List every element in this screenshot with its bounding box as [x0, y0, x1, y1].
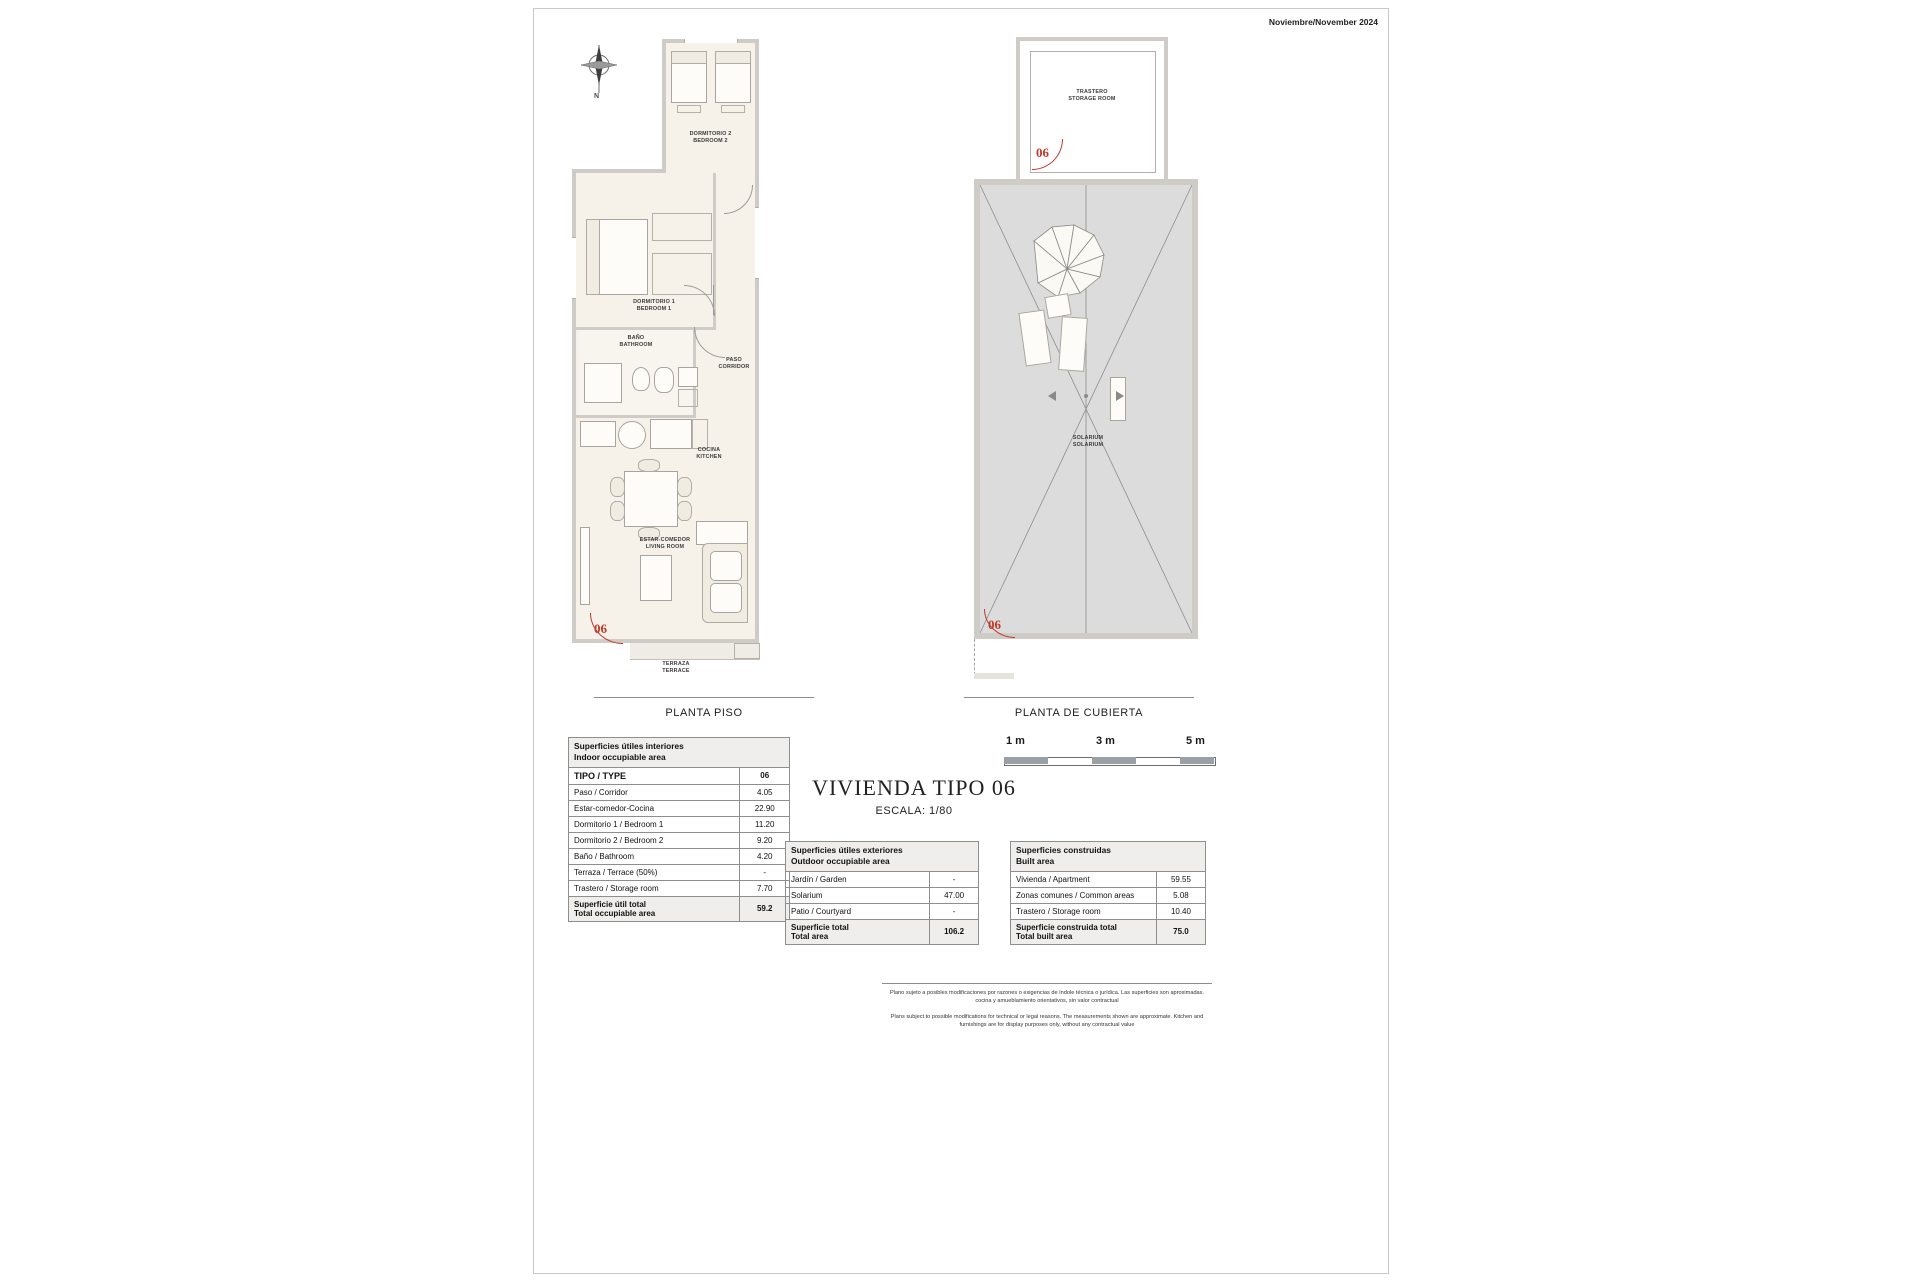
disclaimer-es: Plano sujeto a posibles modificaciones por razones o exigencias de índole técnica o jurídica. Las superficies son aproximadas. cocina y amueblamiento orientativos, sin valor contractual	[889, 990, 1205, 1005]
roof-caption-rule	[964, 697, 1194, 698]
disclaimer-en: Plans subject to possible modifications for technical or legal reasons. The measurements shown are approximate. Kitchen and furnishings are for display purposes only, without any contractual value	[890, 1014, 1204, 1029]
room-label-bedroom2: DORMITORIO 2 BEDROOM 2	[689, 131, 732, 145]
table-row: Solarium 47.00	[786, 887, 979, 903]
table-row: Terraza / Terrace (50%) -	[569, 864, 790, 880]
outdoor-header: Superficies útiles exteriores Outdoor occupiable area	[786, 842, 979, 872]
sheet-date: Noviembre/November 2024	[1268, 17, 1378, 27]
scale-tick-1: 1 m	[1006, 735, 1025, 747]
table-row: Zonas comunes / Common areas 5.08	[1011, 887, 1206, 903]
table-row: Dormitorio 2 / Bedroom 2 9.20	[569, 832, 790, 848]
table-row: Patio / Courtyard -	[786, 903, 979, 919]
room-label-terrace: TERRAZA TERRACE	[662, 661, 690, 675]
table-total-row: Superficie útil total Total occupiable area 59.2	[569, 896, 790, 921]
roof-plan	[974, 27, 1254, 677]
room-label-kitchen: COCINA KITCHEN	[696, 447, 722, 461]
room-label-bedroom1: DORMITORIO 1 BEDROOM 1	[633, 299, 675, 313]
north-label: N	[594, 93, 600, 100]
table-built-areas	[1010, 841, 1206, 945]
disclaimer-rule	[882, 983, 1212, 984]
roof-plan-caption: PLANTA DE CUBIERTA	[1014, 707, 1144, 719]
scale-bar	[1004, 735, 1244, 775]
table-row: Trastero / Storage room 10.40	[1011, 903, 1206, 919]
table-indoor-areas	[568, 737, 790, 922]
floor-plan-caption: PLANTA PISO	[665, 707, 743, 719]
table-total-row: Superficie construida total Total built area 75.0	[1011, 919, 1206, 944]
table-row: Dormitorio 1 / Bedroom 1 11.20	[569, 816, 790, 832]
room-label-bathroom: BAÑO BATHROOM	[619, 335, 653, 349]
room-label-storage: TRASTERO STORAGE ROOM	[1068, 89, 1116, 103]
unit-number-roof: 06	[988, 617, 1001, 632]
sheet-scale: ESCALA: 1/80	[875, 805, 953, 817]
room-label-solarium: SOLARIUM SOLARIUM	[1072, 435, 1104, 449]
sheet-title: VIVIENDA TIPO 06	[812, 775, 1016, 800]
room-label-living: ESTAR-COMEDOR LIVING ROOM	[639, 537, 691, 551]
table-row: Jardín / Garden -	[786, 871, 979, 887]
unit-number-storage: 06	[1036, 145, 1049, 160]
table-total-row: Superficie total Total area 106.2	[786, 919, 979, 944]
table-row: Vivienda / Apartment 59.55	[1011, 871, 1206, 887]
roof-arrows	[1048, 385, 1124, 407]
table-outdoor-areas	[785, 841, 979, 945]
unit-number-floor: 06	[594, 621, 607, 636]
indoor-header: Superficies útiles interiores Indoor occupiable area	[569, 738, 790, 768]
scale-tick-3: 3 m	[1096, 735, 1115, 747]
room-label-corridor: PASO CORRIDOR	[718, 357, 750, 371]
table-row: Estar-comedor-Cocina 22.90	[569, 800, 790, 816]
table-row: Baño / Bathroom 4.20	[569, 848, 790, 864]
table-row: Trastero / Storage room 7.70	[569, 880, 790, 896]
table-row: Paso / Corridor 4.05	[569, 784, 790, 800]
table-row: TIPO / TYPE 06	[569, 767, 790, 784]
plan-sheet	[533, 8, 1389, 1274]
floor-caption-rule	[594, 697, 814, 698]
built-header: Superficies construidas Built area	[1011, 842, 1206, 872]
floor-plan	[574, 27, 844, 677]
scale-tick-5: 5 m	[1186, 735, 1205, 747]
